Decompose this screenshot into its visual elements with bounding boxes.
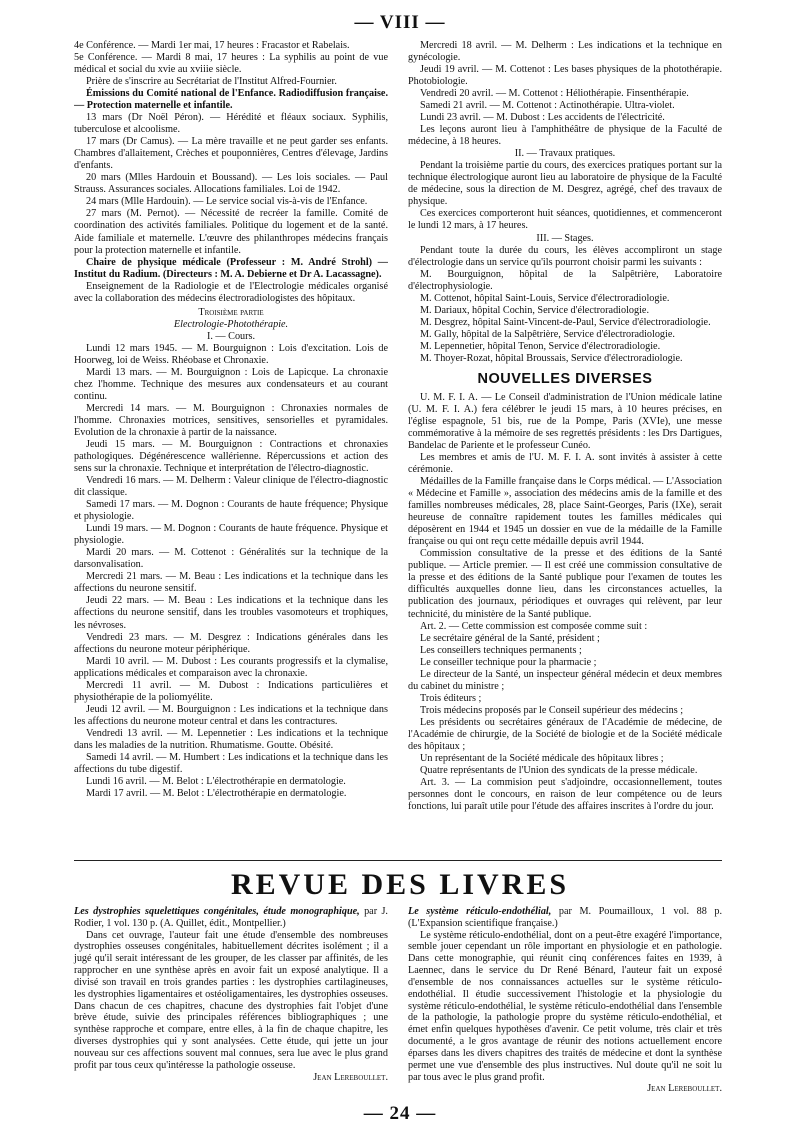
paragraph: Art. 2. — Cette commission est composée comme suit : [420, 620, 648, 632]
course-entry: Lundi 23 avril. — M. Dubost : Les accidents de l'électricité. [420, 112, 665, 124]
course-entry: Lundi 19 mars. — M. Dognon : Courants de haute fréquence. Physique et physiologie. [74, 523, 388, 547]
paragraph: Pendant la troisième partie du cours, des exercices pratiques portant sur la technique électrologique auront lieu au laboratoire de physique de la Faculté de médecine, sous la direction de M. Desgrez, agrégé, chef des travaux de physique. [408, 160, 722, 208]
page-header: — VIII — [354, 12, 446, 33]
paragraph: Les membres et amis de l'U. M. F. I. A. sont invités à assister à cette cérémonie. [408, 452, 722, 476]
part-heading: Troisième partie [198, 306, 264, 318]
course-entry: Mercredi 18 avril. — M. Delherm : Les indications et la technique en gynécologie. [408, 40, 722, 64]
review-reference: par M. Poumailloux, 1 vol. 88 p. (L'Expansion scientifique française.) [408, 906, 723, 929]
paragraph: 17 mars (Dr Camus). — La mère travaille et ne peut garder ses enfants. Chambres d'allaitement, Crèches et pouponnières, Centres d'élevage, Jardins d'enfants. [74, 136, 388, 172]
subsection-heading: III. — Stages. [536, 232, 594, 244]
review-reference: par J. Rodier, 1 vol. 130 p. (A. Quillet, édit., Montpellier.) [74, 906, 388, 929]
news-columns [74, 40, 722, 855]
course-entry: Jeudi 12 avril. — M. Bourguignon : Les indications et la technique dans les affections du neurone moteur central et dans les contractures. [74, 703, 388, 727]
paragraph: 27 mars (M. Pernot). — Nécessité de recréer la famille. Comité de coordination des activités familiales. Politique du logement et de la santé. Aide familiale et maternelle. L'œuvre des philanthropes médecins français pour la protection maternelle et infantile. [74, 208, 388, 256]
review-left [74, 906, 388, 1095]
course-entry: Mercredi 14 mars. — M. Bourguignon : Chronaxies normales de l'homme. Chronaxies motrices, sensitives, sensorielles et pyramidales. Evolution de la chronaxie à partir de la naissance. [74, 402, 388, 438]
course-entry: Mardi 13 mars. — M. Bourguignon : Lois de Lapicque. La chronaxie chez l'homme. Technique des mesures aux condensateurs et au courant continu. [74, 366, 388, 402]
list-item: M. Desgrez, hôpital Saint-Vincent-de-Paul, Service d'électroradiologie. [420, 316, 711, 328]
review-signature: Jean Lereboullet. [647, 1083, 722, 1095]
course-entry: Samedi 17 mars. — M. Dognon : Courants de haute fréquence; Physique et physiologie. [74, 499, 388, 523]
course-entry: Vendredi 23 mars. — M. Desgrez : Indications générales dans les affections du neurone moteur périphérique. [74, 631, 388, 655]
paragraph: 13 mars (Dr Noël Péron). — Hérédité et fléaux sociaux. Syphilis, tuberculose et alcoolisme. [74, 112, 388, 136]
review-heading: Le système réticulo-endothélial, [408, 906, 552, 917]
paragraph: 20 mars (Mlles Hardouin et Boussand). — Les lois sociales. — Paul Strauss. Assurances sociales. Allocations familiales. Loi de 1942. [74, 172, 388, 196]
list-item: Le directeur de la Santé, un inspecteur général médecin et deux membres du cabinet du ministre ; [408, 668, 722, 692]
course-entry: Vendredi 20 avril. — M. Cottenot : Héliothérapie. Finsenthérapie. [420, 88, 689, 100]
course-entry: Mercredi 21 mars. — M. Beau : Les indications et la technique dans les affections du neurone sensitif. [74, 571, 388, 595]
section-title: NOUVELLES DIVERSES [477, 370, 653, 387]
course-entry: Mercredi 11 avril. — M. Dubost : Indications particulières et physiothérapie de la poliomyélite. [74, 679, 388, 703]
paragraph: 5e Conférence. — Mardi 8 mai, 17 heures : La syphilis au point de vue médical et social du xvie au xviiie siècle. [74, 52, 388, 76]
course-entry: Mardi 20 mars. — M. Cottenot : Généralités sur la technique de la darsonvalisation. [74, 547, 388, 571]
list-item: Les conseillers techniques permanents ; [420, 644, 582, 656]
course-entry: Mardi 10 avril. — M. Dubost : Les courants progressifs et la clymalise, applications médicales et comparaison avec la chronaxie. [74, 655, 388, 679]
subsection-heading: I. — Cours. [206, 330, 256, 342]
list-item: Trois éditeurs ; [420, 692, 482, 704]
page-footer: — 24 — [363, 1103, 437, 1124]
paragraph: 24 mars (Mlle Hardouin). — Le service social vis-à-vis de l'Enfance. [86, 196, 368, 208]
list-item: M. Thoyer-Rozat, hôpital Broussais, Service d'électroradiologie. [420, 352, 683, 364]
part-subtitle: Electrologie-Photothérapie. [173, 318, 289, 330]
list-item: M. Lepennetier, hôpital Tenon, Service d'électroradiologie. [420, 340, 661, 352]
course-entry: Mardi 17 avril. — M. Belot : L'électrothérapie en dermatologie. [86, 787, 347, 799]
list-item: M. Cottenot, hôpital Saint-Louis, Service d'électroradiologie. [420, 292, 670, 304]
course-entry: Jeudi 15 mars. — M. Bourguignon : Contractions et chronaxies pathologiques. Dégénérescence wallérienne. Répercussions et action des sens sur la chronaxie. Technique et interprétation de l'électro-diagnostic. [74, 439, 388, 475]
paragraph: Commission consultative de la presse et des éditions de la Santé publique. — Article premier. — Il est créé une commission consultative de la presse et des éditions de la Santé publique pour l'examen de toutes les difficultés auxquelles donne lieu, dans les circonstances actuelles, la publication des journaux, périodiques et ouvrages qui relèvent, par leur technicité, du ministère de la Santé publique. [408, 548, 722, 620]
course-entry: Jeudi 22 mars. — M. Beau : Les indications et la technique dans les affections du neurone sensitif, dans les troubles vasomoteurs et trophiques, les névroses. [74, 595, 388, 631]
course-entry: Lundi 16 avril. — M. Belot : L'électrothérapie en dermatologie. [86, 775, 346, 787]
list-item: M. Gally, hôpital de la Salpêtrière, Service d'électroradiologie. [420, 328, 675, 340]
review-signature: Jean Lereboullet. [313, 1071, 388, 1083]
course-entry: Samedi 21 avril. — M. Cottenot : Actinothérapie. Ultra-violet. [420, 100, 675, 112]
paragraph: U. M. F. I. A. — Le Conseil d'administration de l'Union médicale latine (U. M. F. I. A.) fera célébrer le jeudi 15 mars, à 10 heures précises, en l'église espagnole, 51 bis, rue de la Pompe, Paris (XVIe), une messe commémorative à la mémoire de ses regrettés présidents : les Drs Dartigues, Bandelac de Pariente et le professeur Cunéo. [408, 391, 722, 452]
section-heading: Chaire de physique médicale (Professeur : M. André Strohl) — Institut du Radium. (Directeurs : M. A. Debierne et Dr A. Lacassagne). [74, 256, 388, 280]
paragraph: Prière de s'inscrire au Secrétariat de l'Institut Alfred-Fournier. [86, 76, 337, 88]
paragraph: Ces exercices comporteront huit séances, quotidiennes, et commenceront le lundi 12 mars, à 17 heures. [408, 208, 722, 232]
right-column [408, 40, 722, 855]
paragraph: 4e Conférence. — Mardi 1er mai, 17 heures : Fracastor et Rabelais. [74, 40, 350, 51]
list-item: M. Bourguignon, hôpital de la Salpêtrière, Laboratoire d'électrophysiologie. [408, 268, 722, 292]
list-item: Les présidents ou secrétaires généraux de l'Académie de médecine, de l'Académie de chirurgie, de la Société de biologie et de la Société médicale des hôpitaux ; [408, 716, 722, 752]
course-entry: Jeudi 19 avril. — M. Cottenot : Les bases physiques de la photothérapie. Photobiologie. [408, 64, 722, 88]
paragraph: Médailles de la Famille française dans le Corps médical. — L'Association « Médecine et Famille », association des médecins amis de la famille et des familles nombreuses médicales, 28, place Saint-Georges, Paris (IXe), serait heureuse de connaître rapidement toutes les familles médicales qui déposèrent en 1944 et 1945 un dossier en vue de la médaille de la Famille française ou qui ont reçu cette médaille depuis avril 1944. [408, 476, 722, 548]
left-column [74, 40, 388, 855]
review-body: Le système réticulo-endothélial, dont on a peut-être exagéré l'importance, semble jouer cependant un rôle important en physiologie et en pathologie. Dans cette monographie, qui réunit cinq conférences faites en 1939, à Laennec, dans le service du Dr René Bénard, l'auteur fait un exposé d'ensemble de nos connaissances actuelles sur le système réticulo-endothélial. Il étudie successivement l'histologie et la physiologie du système réticulo-endothélial, le système réticulo-endothélial dans l'ensemble de la pathologie, la pathologie propre du système réticulo-endothélial, et émet enfin quelques hypothèses d'avenir. Ce petit volume, très clair et très documenté, a le gros avantage de réunir des notions actuellement encore éparses dans les divers chapitres des traités de médecine et dont la synthèse permet une vue d'ensemble des plus instructives. Nul doute qu'il ne soit lu par tous avec le plus grand profit. [408, 929, 722, 1083]
list-item: Trois médecins proposés par le Conseil supérieur des médecins ; [420, 704, 684, 716]
paragraph: Pendant toute la durée du cours, les élèves accompliront un stage d'électrologie dans un service qu'ils pourront choisir parmi les suivants : [408, 244, 722, 268]
course-entry: Vendredi 16 mars. — M. Delherm : Valeur clinique de l'électro-diagnostic dit classique. [74, 475, 388, 499]
section-divider [74, 860, 722, 861]
list-item: Le secrétaire général de la Santé, président ; [420, 632, 600, 644]
course-entry: Vendredi 13 avril. — M. Lepennetier : Les indications et la technique dans les maladies de la nutrition. Rhumatisme. Goutte. Obésité. [74, 727, 388, 751]
list-item: M. Dariaux, hôpital Cochin, Service d'électroradiologie. [420, 304, 650, 316]
list-item: Quatre représentants de l'Union des syndicats de la presse médicale. [420, 764, 698, 776]
review-body: Dans cet ouvrage, l'auteur fait une étude d'ensemble des nombreuses dystrophies osseuses congénitales, habituellement décrites isolément ; il a jugé qu'il serait intéressant de les grouper, de les classer par affinités, de les rapprocher en une synthèse après en avoir fait un exposé analytique. Il a divisé son travail en trois grandes parties : les dystrophies cartilagineuses, les dystrophies ligamentaires et ostéoligamentaires, les dystrophies osseuses. Dans chacun de ces chapitres, chacune des dystrophies fait l'objet d'une brève étude, suivie des principales références bibliographiques ; une synthèse rapproche et compare, entre elles, à la fin de chaque chapitre, les diverses dystrophies qui y sont analysées. Cette étude, qui jette un jour nouveau sur ces affections souvent mal connues, sera lue avec le plus grand profit par tous ceux qu'intéresse la pathologie osseuse. [74, 929, 388, 1071]
paragraph: Art. 3. — La commision peut s'adjoindre, occasionnellement, toutes personnes dont le concours, en raison de leur compétence ou de leurs fonctions, lui paraît utile pour l'étude des affaires inscrites à l'ordre du jour. [408, 776, 722, 813]
subsection-heading: II. — Travaux pratiques. [514, 148, 616, 160]
review-heading: Les dystrophies squelettiques congénitales, étude monographique, [74, 906, 360, 917]
book-reviews [74, 906, 722, 1095]
review-right [408, 906, 722, 1095]
revue-title: REVUE DES LIVRES [230, 868, 570, 901]
list-item: Un représentant de la Société médicale des hôpitaux libres ; [420, 752, 664, 764]
course-entry: Samedi 14 avril. — M. Humbert : Les indications et la technique dans les affections du tube digestif. [74, 751, 388, 775]
paragraph: Enseignement de la Radiologie et de l'Electrologie médicales organisé avec la collaboration des médecins électroradiologistes des hôpitaux. [74, 280, 388, 304]
paragraph: Les leçons auront lieu à l'amphithéâtre de physique de la Faculté de médecine, à 18 heures. [408, 124, 722, 148]
section-heading: Émissions du Comité national de l'Enfance. Radiodiffusion française. — Protection maternelle et infantile. [74, 88, 388, 112]
course-entry: Lundi 12 mars 1945. — M. Bourguignon : Lois d'excitation. Lois de Hoorweg, loi de Weiss. Rhéobase et Chronaxie. [74, 342, 388, 366]
list-item: Le conseiller technique pour la pharmacie ; [420, 656, 597, 668]
